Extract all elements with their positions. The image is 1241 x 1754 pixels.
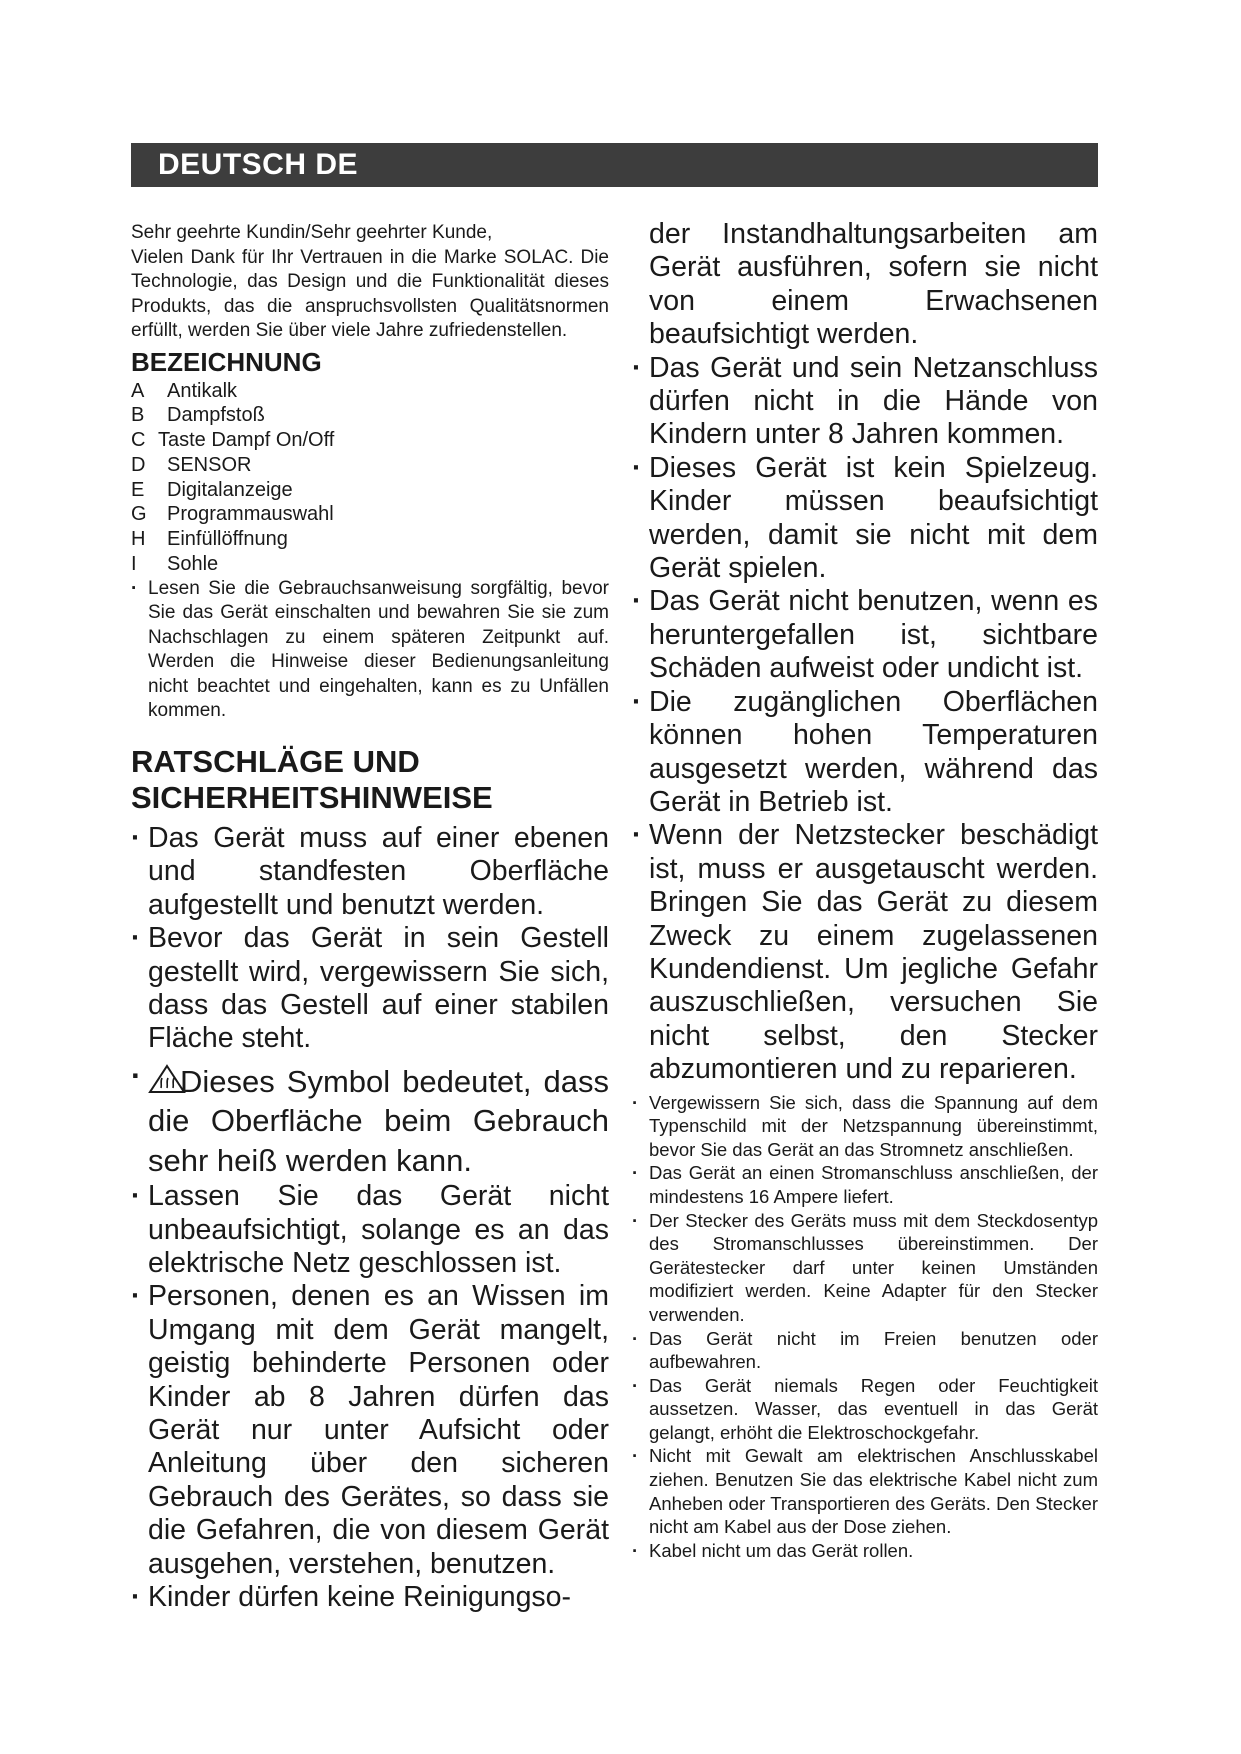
safety-item: · Kinder dürfen keine Reinigungso- bbox=[131, 1581, 609, 1614]
intro bbox=[131, 221, 609, 344]
designation-label: Einfüllöffnung bbox=[167, 528, 288, 551]
intro-text: Vielen Dank für Ihr Vertrauen in die Marke SOLAC. Die Technologie, das Design und die Funktionalität dieses Produkts, das die anspruchsvollsten Qualitätsnormen erfüllt, werden Sie über viele Jahre zufriedenstellen. bbox=[131, 246, 609, 341]
safety-item: · Die zugänglichen Oberflächen können hohen Temperaturen ausgesetzt werden, während das Gerät in Betrieb ist. bbox=[632, 686, 1098, 820]
hot-surface-text: Dieses Symbol bedeutet, dass die Oberfläche beim Gebrauch sehr heiß werden kann. bbox=[148, 1063, 609, 1178]
designation-item bbox=[131, 453, 609, 478]
safety-list-right-small bbox=[632, 1091, 1098, 1563]
designation-label: Dampfstoß bbox=[167, 404, 265, 427]
safety-item: · Nicht mit Gewalt am elektrischen Anschlusskabel ziehen. Benutzen Sie das elektrische Kabel nicht zum Anheben oder Transportieren des Geräts. Den Stecker nicht am Kabel aus der Dose ziehen. bbox=[632, 1444, 1098, 1538]
hot-surface-item bbox=[131, 1056, 609, 1181]
designation-item bbox=[131, 428, 609, 453]
designation-note-list bbox=[131, 577, 609, 724]
safety-item: · Das Gerät niemals Regen oder Feuchtigkeit aussetzen. Wasser, das eventuell in das Gerät gelangt, erhöht die Elektroschockgefahr. bbox=[632, 1374, 1098, 1445]
safety-item: · Der Stecker des Geräts muss mit dem Steckdosentyp des Stromanschlusses übereinstimmen. Der Gerätestecker darf unter keinen Umständen modifiziert werden. Keine Adapter für den Stecker verwenden. bbox=[632, 1209, 1098, 1327]
safety-item: · Personen, denen es an Wissen im Umgang mit dem Gerät mangelt, geistig behinderte Personen oder Kinder ab 8 Jahren dürfen das Gerät nur unter Aufsicht oder Anleitung über den sicheren Gebrauch des Gerätes, so dass sie die Gefahren, die von diesem Gerät ausgehen, verstehen, benutzen. bbox=[131, 1280, 609, 1581]
language-header bbox=[131, 143, 1098, 187]
safety-list-left bbox=[131, 822, 609, 1615]
safety-continuation: der Instandhaltungsarbeiten am Gerät ausführen, sofern sie nicht von einem Erwachsenen beaufsichtigt werden. bbox=[649, 218, 1098, 351]
designation-item bbox=[131, 502, 609, 527]
designation-note: · Lesen Sie die Gebrauchsanweisung sorgfältig, bevor Sie das Gerät einschalten und bewahren Sie sie zum Nachschlagen zu einem späteren Zeitpunkt auf. Werden die Hinweise dieser Bedienungsanleitung nicht beachtet und eingehalten, kann es zu Unfällen kommen. bbox=[131, 577, 609, 724]
designation-list bbox=[131, 379, 609, 577]
safety-item: · Das Gerät nicht im Freien benutzen oder aufbewahren. bbox=[632, 1327, 1098, 1374]
designation-label: Antikalk bbox=[167, 379, 238, 402]
designation-code: E bbox=[131, 478, 145, 501]
designation-label: Digitalanzeige bbox=[167, 478, 293, 501]
designation-label: SENSOR bbox=[167, 453, 252, 476]
safety-item: · Das Gerät muss auf einer ebenen und standfesten Oberfläche aufgestellt und benutzt werden. bbox=[131, 822, 609, 922]
designation-code: D bbox=[131, 453, 146, 476]
safety-item: · Das Gerät nicht benutzen, wenn es heruntergefallen ist, sichtbare Schäden aufweist oder undicht ist. bbox=[632, 585, 1098, 685]
designation-code: C bbox=[131, 429, 146, 452]
safety-item: · Vergewissern Sie sich, dass die Spannung auf dem Typenschild mit der Netzspannung übereinstimmt, bevor Sie das Gerät an das Stromnetz anschließen. bbox=[632, 1091, 1098, 1162]
designation-label: Sohle bbox=[167, 553, 219, 576]
designation-code: H bbox=[131, 528, 146, 551]
safety-item: · Kabel nicht um das Gerät rollen. bbox=[632, 1539, 1098, 1563]
designation-label: Programmauswahl bbox=[167, 503, 334, 526]
language-title: DEUTSCH DE bbox=[158, 148, 359, 181]
designation-title: BEZEICHNUNG bbox=[131, 346, 322, 377]
designation-code: B bbox=[131, 404, 145, 427]
left-column bbox=[131, 221, 609, 1615]
designation-code: I bbox=[131, 553, 137, 576]
safety-item: · Lassen Sie das Gerät nicht unbeaufsichtigt, solange es an das elektrische Netz geschlossen ist. bbox=[131, 1180, 609, 1280]
designation-item bbox=[131, 527, 609, 552]
safety-title: RATSCHLÄGE UND SICHERHEITSHINWEISE bbox=[131, 743, 493, 815]
salutation: Sehr geehrte Kundin/Sehr geehrter Kunde, bbox=[131, 222, 493, 243]
safety-item: · Bevor das Gerät in sein Gestell gestellt wird, vergewissern Sie sich, dass das Gestell auf einer stabilen Fläche steht. bbox=[131, 922, 609, 1056]
designation-code: G bbox=[131, 503, 147, 526]
safety-item: · Dieses Gerät ist kein Spielzeug. Kinder müssen beaufsichtigt werden, damit sie nicht mit dem Gerät spielen. bbox=[632, 452, 1098, 586]
designation-label: Taste Dampf On/Off bbox=[158, 429, 335, 452]
safety-item: · Das Gerät an einen Stromanschluss anschließen, der mindestens 16 Ampere liefert. bbox=[632, 1161, 1098, 1208]
safety-list-right-large bbox=[632, 352, 1098, 1087]
designation-code: A bbox=[131, 379, 145, 402]
right-column bbox=[632, 218, 1098, 1562]
designation-item bbox=[131, 478, 609, 503]
safety-item: · Wenn der Netzstecker beschädigt ist, muss er ausgetauscht werden. Bringen Sie das Gerät zu diesem Zweck zu einem zugelassenen Kundendienst. Um jegliche Gefahr auszuschließen, versuchen Sie nicht selbst, den Stecker abzumontieren und zu reparieren. bbox=[632, 819, 1098, 1086]
safety-item: · Das Gerät und sein Netzanschluss dürfen nicht in die Hände von Kindern unter 8 Jahren kommen. bbox=[632, 352, 1098, 452]
designation-item bbox=[131, 379, 609, 404]
designation-item bbox=[131, 552, 609, 577]
designation-item bbox=[131, 403, 609, 428]
